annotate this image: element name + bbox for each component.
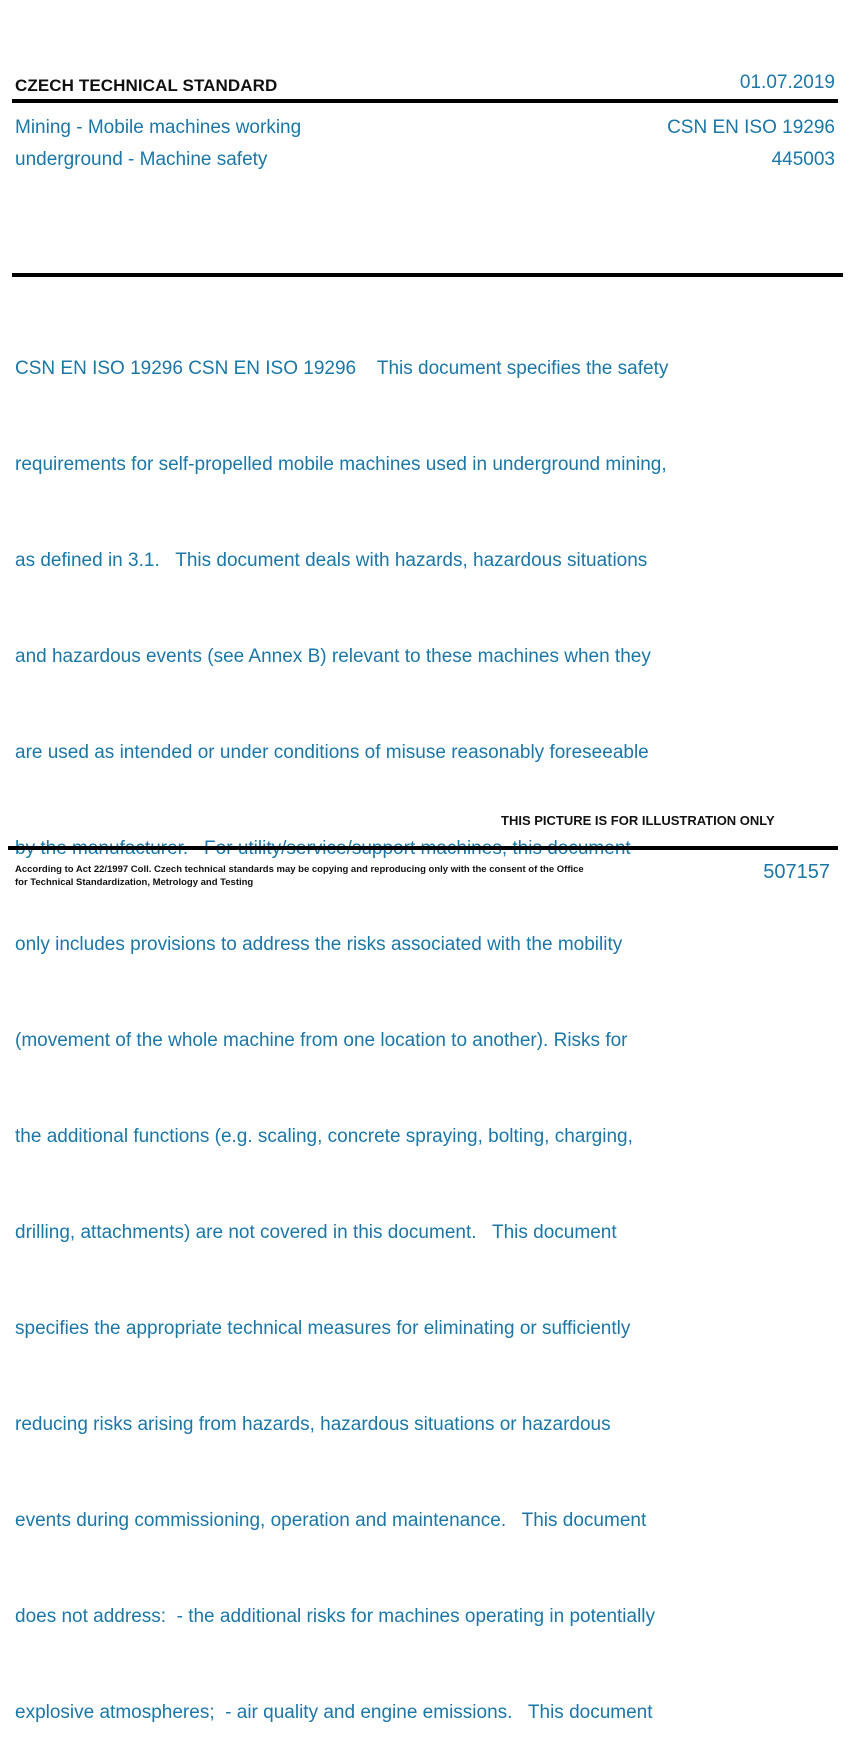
document-title-line-2: underground - Machine safety [15,149,268,170]
abstract-line: does not address: - the additional risks for machines operating in potentially [15,1606,656,1627]
title-divider [12,273,843,277]
standard-type-label: CZECH TECHNICAL STANDARD [15,76,278,95]
abstract-line: specifies the appropriate technical measures for eliminating or sufficiently [15,1318,631,1339]
abstract-line: as defined in 3.1. This document deals with hazards, hazardous situations [15,550,648,571]
header-divider [12,99,838,103]
abstract-line: the additional functions (e.g. scaling, concrete spraying, bolting, charging, [15,1126,633,1147]
abstract-line: events during commissioning, operation and maintenance. This document [15,1510,647,1531]
abstract-text [15,289,775,1761]
legal-notice-line: for Technical Standardization, Metrology and Testing [15,876,254,888]
abstract-line: only includes provisions to address the risks associated with the mobility [15,934,623,955]
footer-divider [8,846,838,850]
abstract-line: CSN EN ISO 19296 CSN EN ISO 19296 This document specifies the safety [15,358,669,379]
abstract-line: are used as intended or under conditions of misuse reasonably foreseeable [15,742,649,763]
abstract-line: (movement of the whole machine from one location to another). Risks for [15,1030,628,1051]
legal-notice [15,864,595,889]
class-number: 445003 [771,149,835,170]
legal-notice-line: According to Act 22/1997 Coll. Czech technical standards may be copying and reproducing only with the consent of the Office [15,864,584,875]
abstract-line: explosive atmospheres; - air quality and engine emissions. This document [15,1702,653,1723]
illustration-note: THIS PICTURE IS FOR ILLUSTRATION ONLY [501,813,775,828]
abstract-line: requirements for self-propelled mobile machines used in underground mining, [15,454,667,475]
document-title-line-1: Mining - Mobile machines working [15,117,302,138]
standard-code: CSN EN ISO 19296 [667,117,835,138]
abstract-line: reducing risks arising from hazards, hazardous situations or hazardous [15,1414,611,1435]
abstract-line: and hazardous events (see Annex B) relevant to these machines when they [15,646,651,667]
document-id: 507157 [763,861,830,883]
abstract-line: drilling, attachments) are not covered in this document. This document [15,1222,617,1243]
publication-date: 01.07.2019 [739,72,835,93]
